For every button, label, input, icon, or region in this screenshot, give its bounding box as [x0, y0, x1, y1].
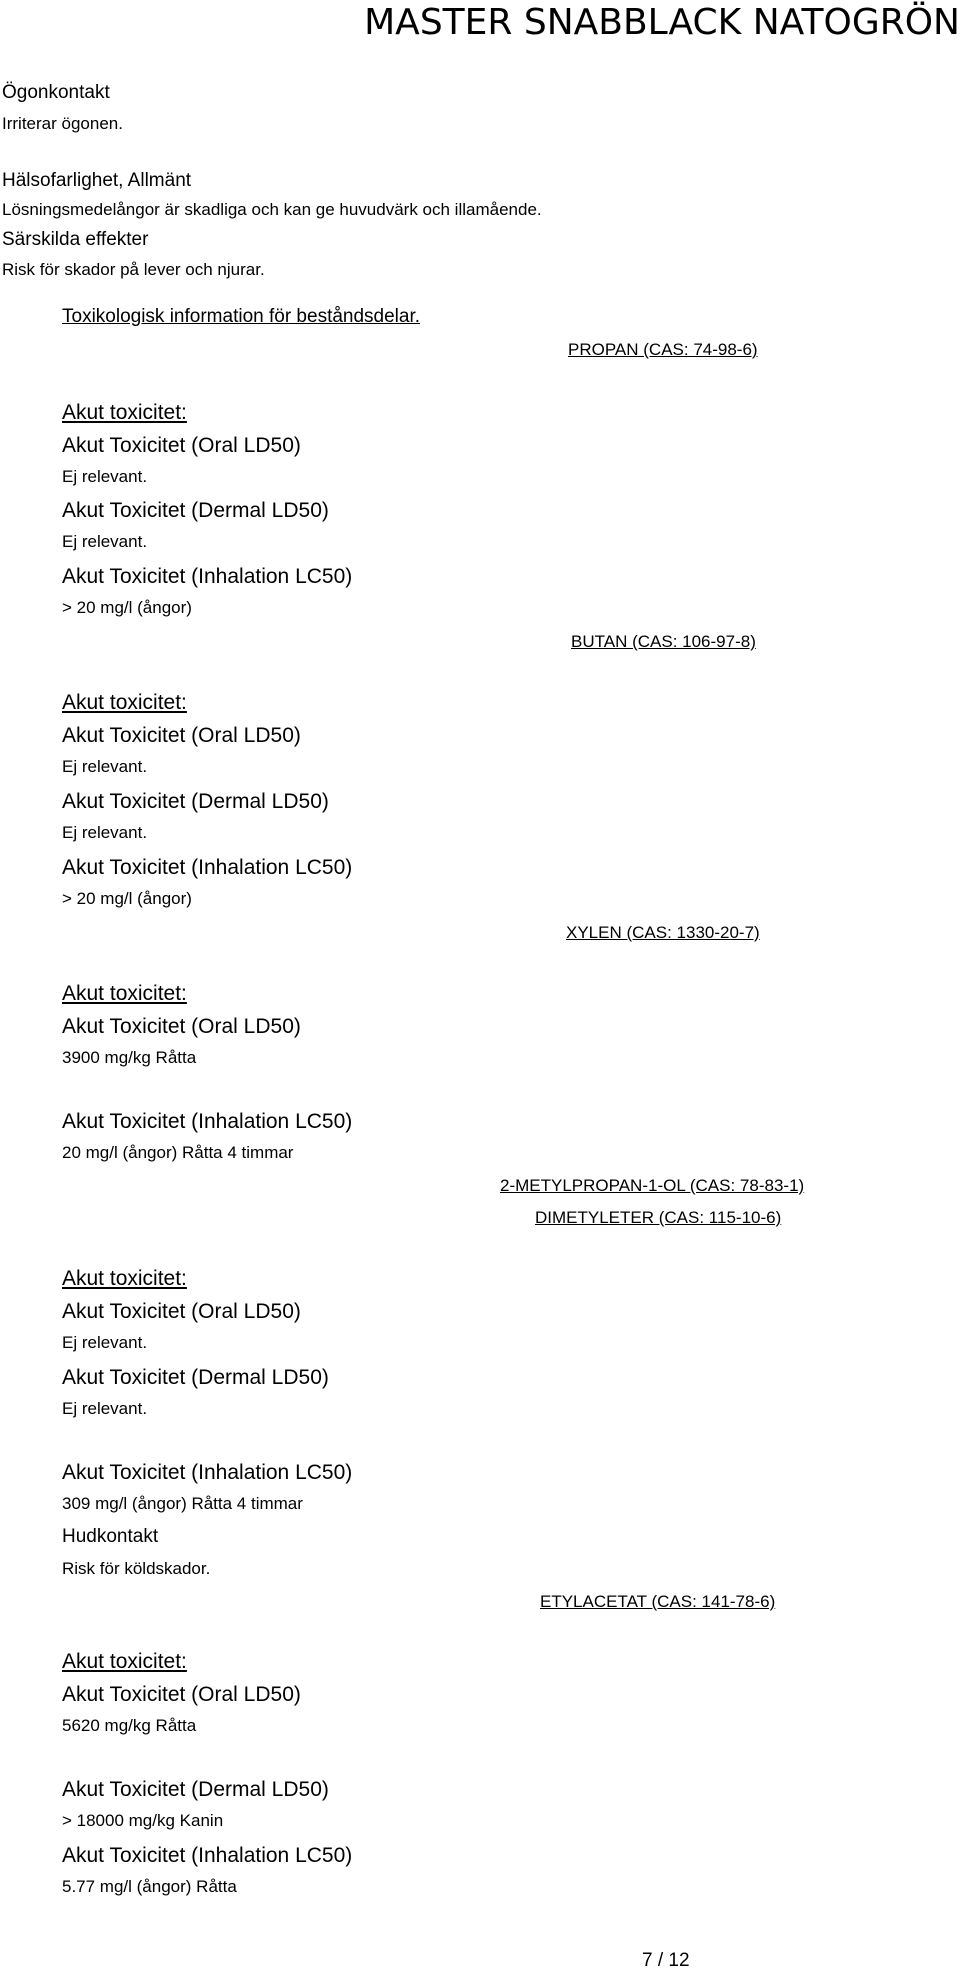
- acute-toxicity-heading: Akut toxicitet:: [62, 401, 187, 424]
- substance-name: PROPAN (CAS: 74-98-6): [568, 340, 758, 359]
- oral-ld50-label: Akut Toxicitet (Oral LD50): [62, 434, 301, 457]
- oral-ld50-label: Akut Toxicitet (Oral LD50): [62, 1300, 301, 1323]
- skin-contact-text: Risk för köldskador.: [62, 1559, 211, 1578]
- skin-contact-heading: Hudkontakt: [62, 1526, 159, 1547]
- substance-name: ETYLACETAT (CAS: 141-78-6): [540, 1592, 776, 1611]
- document-title: MASTER SNABBLACK NATOGRÖN: [364, 2, 960, 43]
- inhalation-lc50-label: Akut Toxicitet (Inhalation LC50): [62, 1844, 353, 1867]
- substance-name: 2-METYLPROPAN-1-OL (CAS: 78-83-1): [500, 1176, 805, 1195]
- oral-ld50-label: Akut Toxicitet (Oral LD50): [62, 1683, 301, 1706]
- oral-ld50-value: Ej relevant.: [62, 467, 148, 486]
- oral-ld50-value: Ej relevant.: [62, 757, 148, 776]
- dermal-ld50-value: > 18000 mg/kg Kanin: [62, 1811, 224, 1830]
- dermal-ld50-value: Ej relevant.: [62, 823, 148, 842]
- inhalation-lc50-label: Akut Toxicitet (Inhalation LC50): [62, 856, 353, 879]
- dermal-ld50-label: Akut Toxicitet (Dermal LD50): [62, 499, 329, 522]
- inhalation-lc50-value: > 20 mg/l (ångor): [62, 598, 192, 617]
- inhalation-lc50-value: 20 mg/l (ångor) Råtta 4 timmar: [62, 1143, 294, 1162]
- oral-ld50-value: 5620 mg/kg Råtta: [62, 1716, 197, 1735]
- dermal-ld50-label: Akut Toxicitet (Dermal LD50): [62, 790, 329, 813]
- substance-name: XYLEN (CAS: 1330-20-7): [566, 923, 760, 942]
- inhalation-lc50-value: > 20 mg/l (ångor): [62, 889, 192, 908]
- oral-ld50-value: 3900 mg/kg Råtta: [62, 1048, 197, 1067]
- section-title: Toxikologisk information för beståndsdelar.: [62, 306, 421, 327]
- inhalation-lc50-value: 5.77 mg/l (ångor) Råtta: [62, 1877, 237, 1896]
- oral-ld50-label: Akut Toxicitet (Oral LD50): [62, 724, 301, 747]
- health-text: Lösningsmedelångor är skadliga och kan ge huvudvärk och illamående.: [2, 200, 542, 219]
- acute-toxicity-heading: Akut toxicitet:: [62, 982, 187, 1005]
- eye-contact-heading: Ögonkontakt: [2, 82, 110, 103]
- dermal-ld50-label: Akut Toxicitet (Dermal LD50): [62, 1778, 329, 1801]
- special-effects-heading: Särskilda effekter: [2, 229, 149, 250]
- dermal-ld50-value: Ej relevant.: [62, 1399, 148, 1418]
- substance-name: BUTAN (CAS: 106-97-8): [571, 632, 756, 651]
- health-heading: Hälsofarlighet, Allmänt: [2, 170, 192, 191]
- acute-toxicity-heading: Akut toxicitet:: [62, 1650, 187, 1673]
- page-number: 7 / 12: [642, 1950, 690, 1971]
- oral-ld50-label: Akut Toxicitet (Oral LD50): [62, 1015, 301, 1038]
- substance-name: DIMETYLETER (CAS: 115-10-6): [535, 1208, 782, 1227]
- eye-contact-text: Irriterar ögonen.: [2, 114, 123, 133]
- inhalation-lc50-value: 309 mg/l (ångor) Råtta 4 timmar: [62, 1494, 303, 1513]
- dermal-ld50-label: Akut Toxicitet (Dermal LD50): [62, 1366, 329, 1389]
- acute-toxicity-heading: Akut toxicitet:: [62, 1267, 187, 1290]
- special-effects-text: Risk för skador på lever och njurar.: [2, 260, 265, 279]
- oral-ld50-value: Ej relevant.: [62, 1333, 148, 1352]
- acute-toxicity-heading: Akut toxicitet:: [62, 691, 187, 714]
- inhalation-lc50-label: Akut Toxicitet (Inhalation LC50): [62, 1461, 353, 1484]
- inhalation-lc50-label: Akut Toxicitet (Inhalation LC50): [62, 565, 353, 588]
- dermal-ld50-value: Ej relevant.: [62, 532, 148, 551]
- inhalation-lc50-label: Akut Toxicitet (Inhalation LC50): [62, 1110, 353, 1133]
